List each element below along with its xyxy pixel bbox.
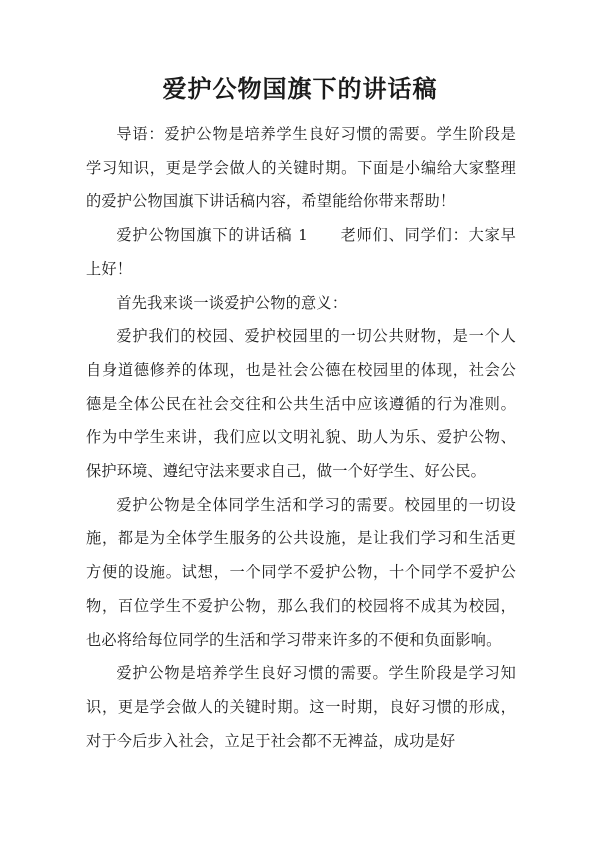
paragraph-habit-need: 爱护公物是培养学生良好习惯的需要。学生阶段是学习知识，更是学会做人的关键时期。这一时期，良好习惯的形成，对于今后步入社会，立足于社会都不无裨益，成功是好 — [86, 664, 516, 750]
speech-heading: 爱护公物国旗下的讲话稿 1 — [116, 226, 308, 245]
document-title: 爱护公物国旗下的讲话稿 — [162, 74, 438, 103]
intro-paragraph: 导语：爱护公物是培养学生良好习惯的需要。学生阶段是学习知识，更是学会做人的关键时期。下面是小编给大家整理的爱护公物国旗下讲话稿内容，希望能给你带来帮助！ — [86, 125, 516, 211]
greeting: 老师们、同学们：大家早上好！ — [86, 226, 517, 278]
paragraph-study-need: 爱护公物是全体同学生活和学习的需要。校园里的一切设施，都是为全体学生服务的公共设施，是让我们学习和生活更方便的设施。试想，一个同学不爱护公物，十个同学不爱护公物，百位学生不爱护公物，那么我们的校园将不成其为校园，也必将给每位同学的生活和学习带来许多的不便和负面影响。 — [86, 495, 516, 649]
speech-heading-paragraph — [86, 219, 516, 286]
paragraph-meaning-intro: 首先我来谈一谈爱护公物的意义： — [116, 293, 348, 312]
paragraph-morality: 爱护我们的校园、爱护校园里的一切公共财物，是一个人自身道德修养的体现，也是社会公德在校园里的体现，社会公德是全体公民在社会交往和公共生活中应该遵循的行为准则。作为中学生来讲，我们应以文明礼貌、助人为乐、爱护公物、保护环境、遵纪守法来要求自己，做一个好学生、好公民。 — [86, 327, 516, 481]
document-body — [86, 118, 516, 758]
